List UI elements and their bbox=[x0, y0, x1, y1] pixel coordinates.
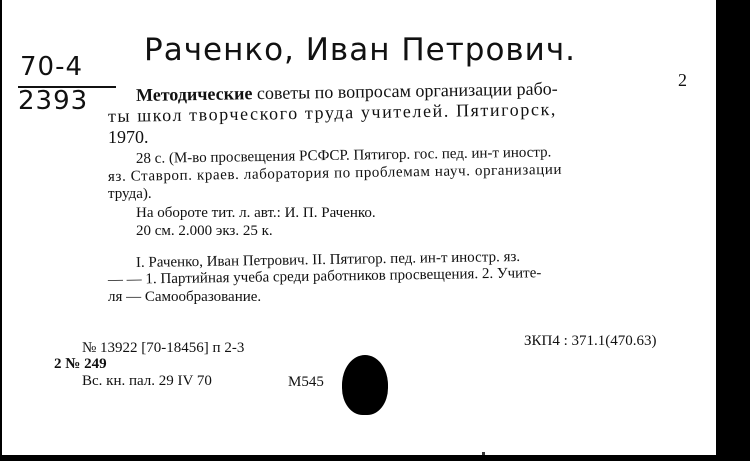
book-chamber-date: Вс. кн. пал. 29 IV 70 bbox=[82, 373, 212, 389]
collation-line-3: труда). bbox=[108, 186, 152, 202]
title-bold: Методические bbox=[135, 83, 253, 105]
tracing-line-1: I. Раченко, Иван Петрович. II. Пятигор. пед. ин-т иностр. яз. bbox=[135, 248, 521, 271]
title-line-2: ты школ творческого труда учителей. Пятигорск, bbox=[107, 98, 558, 126]
ink-blot bbox=[342, 355, 388, 415]
dimensions-edition-price: 20 см. 2.000 экз. 25 к. bbox=[136, 223, 273, 239]
title-rest: советы по вопросам организации рабо- bbox=[252, 78, 558, 104]
author-handwritten: Раченко, Иван Петрович. bbox=[144, 32, 576, 68]
tracing-line-2: — — 1. Партийная учеба среди работников просвещения. 2. Учите- bbox=[107, 265, 542, 288]
scan-speck bbox=[482, 452, 485, 455]
catalog-card bbox=[2, 0, 716, 455]
registry-number: № 13922 [70-18456] п 2-3 bbox=[82, 340, 245, 356]
collation-line-2: яз. Ставроп. краев. лаборатория по проблемам науч. организации bbox=[107, 161, 563, 185]
publication-year: 1970. bbox=[108, 127, 149, 147]
collation-line-1: 28 с. (М-во просвещения РСФСР. Пятигор. гос. пед. ин-т иностр. bbox=[135, 144, 552, 167]
tracing-line-3: ля — Самообразование. bbox=[108, 289, 262, 305]
copies-count: 2 bbox=[678, 70, 687, 90]
print-code: М545 bbox=[288, 374, 324, 390]
classification-index: ЗКП4 : 371.1(470.63) bbox=[524, 333, 657, 349]
author-note: На обороте тит. л. авт.: И. П. Раченко. bbox=[136, 205, 376, 221]
accession-number: 2393 bbox=[18, 86, 89, 116]
copies-line: 2 № 249 bbox=[54, 356, 107, 372]
shelf-mark: 70-4 bbox=[20, 52, 84, 82]
